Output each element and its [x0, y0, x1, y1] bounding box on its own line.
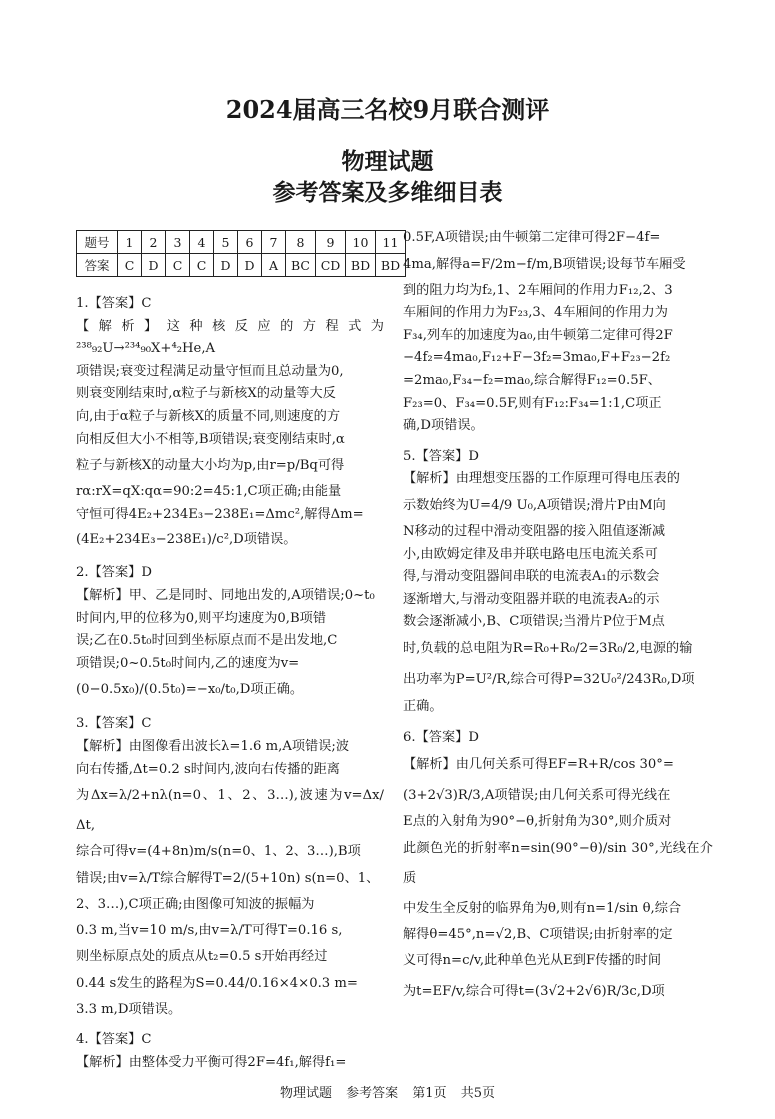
- text-line: 义可得n=c/v,此种单色光从E到F传播的时间: [403, 953, 662, 969]
- text-line: 正确。: [403, 698, 443, 714]
- text-line: 解得θ=45°,n=√2,B、C项错误;由折射率的定: [403, 926, 673, 942]
- text-line: 此颜色光的折射率n=sin(90°−θ)/sin 30°,光线在介质: [403, 840, 713, 886]
- table-cell: 1: [118, 231, 142, 254]
- text-line: 中发生全反射的临界角为θ,则有n=1/sin θ,综合: [403, 900, 682, 916]
- text-line: 【解析】由图像看出波长λ=1.6 m,A项错误;波: [76, 738, 350, 754]
- text-line: 错误;由v=λ/T综合解得T=2/(5+10n) s(n=0、1、: [76, 870, 380, 886]
- table-cell: D: [214, 254, 238, 277]
- text-line: 【解析】由整体受力平衡可得2F=4f₁,解得f₁=: [76, 1055, 347, 1071]
- answer-heading: 5.【答案】D: [403, 448, 479, 464]
- table-cell: A: [262, 254, 286, 277]
- table-cell: C: [166, 254, 190, 277]
- text-line: 综合可得v=(4+8n)m/s(n=0、1、2、3…),B项: [76, 844, 361, 860]
- text-line: 向相反但大小不相等,B项错误;衰变刚结束时,α: [76, 431, 345, 447]
- text-line: F₂₃=0、F₃₄=0.5F,则有F₁₂:F₃₄=1:1,C项正: [403, 395, 662, 411]
- table-cell: D: [238, 254, 262, 277]
- doc-subtitle: 参考答案及多维细目表: [272, 179, 503, 206]
- page-footer: [0, 1082, 775, 1101]
- text-line: −4f₂=4ma₀,F₁₂+F−3f₂=3ma₀,F+F₂₃−2f₂: [403, 350, 671, 366]
- table-row-answers: [77, 254, 406, 277]
- text-line: 到的阻力均为f₂,1、2车厢间的作用力F₁₂,2、3: [403, 282, 673, 298]
- table-cell: 8: [286, 231, 316, 254]
- answer-heading: 1.【答案】C: [76, 296, 152, 311]
- text-line: (4E₂+234E₃−238E₁)/c²,D项错误。: [76, 532, 297, 548]
- text-line: (0−0.5x₀)/(0.5t₀)=−x₀/t₀,D项正确。: [76, 682, 304, 698]
- text-line: 粒子与新核X的动量大小均为p,由r=p/Bq可得: [76, 458, 345, 474]
- text-line: 则坐标原点处的质点从t₂=0.5 s开始再经过: [76, 949, 328, 965]
- left-column: [76, 293, 384, 1075]
- table-cell: 5: [214, 231, 238, 254]
- text-line: 为t=EF/v,综合可得t=(3√2+2√6)R/3c,D项: [403, 984, 665, 1000]
- text-line: 示数始终为U=4/9 U₀,A项错误;滑片P由M向: [403, 497, 666, 513]
- text-line: 小,由欧姆定律及串并联电路电压电流关系可: [403, 546, 658, 562]
- text-line: 时,负载的总电阻为R=R₀+R₀/2=3R₀/2,电源的输: [403, 640, 693, 656]
- text-line: 向右传播,Δt=0.2 s时间内,波向右传播的距离: [76, 761, 340, 777]
- text-line: 0.44 s发生的路程为S=0.44/0.16×4×0.3 m=: [76, 975, 358, 991]
- text-line: F₃₄,列车的加速度为a₀,由牛顿第二定律可得2F: [403, 327, 673, 343]
- table-cell: 9: [316, 231, 346, 254]
- text-line: 出功率为P=U²/R,综合可得P=32U₀²/243R₀,D项: [403, 671, 695, 687]
- text-line: E点的入射角为90°−θ,折射角为30°,则介质对: [403, 814, 672, 830]
- text-line: 【解析】由几何关系可得EF=R+R/cos 30°=: [403, 757, 674, 773]
- text-line: (3+2√3)R/3,A项错误;由几何关系可得光线在: [403, 788, 671, 804]
- answer-heading: 4.【答案】C: [76, 1032, 152, 1048]
- text-line: 【解析】由理想变压器的工作原理可得电压表的: [403, 471, 680, 487]
- text-line: 数会逐渐减小,B、C项错误;当滑片P位于M点: [403, 614, 665, 630]
- footer-section: 参考答案: [346, 1086, 399, 1101]
- footer-total: 共5页: [460, 1086, 495, 1101]
- text-line: 则衰变刚结束时,α粒子与新核X的动量等大反: [76, 386, 336, 402]
- text-line: 向,由于α粒子与新核X的质量不同,则速度的方: [76, 408, 341, 424]
- table-cell: 7: [262, 231, 286, 254]
- footer-page: 第1页: [412, 1086, 447, 1101]
- text-line: 为Δx=λ/2+nλ(n=0、1、2、3…),波速为v=Δx/Δt,: [76, 788, 384, 834]
- text-line: 时间内,甲的位移为0,则平均速度为0,B项错: [76, 610, 327, 626]
- table-cell: C: [118, 254, 142, 277]
- text-line: 逐渐增大,与滑动变阻器并联的电流表A₂的示: [403, 591, 660, 607]
- table-cell: 2: [142, 231, 166, 254]
- page-title: 2024届高三名校9月联合测评: [225, 95, 550, 124]
- text-line: =2ma₀,F₃₄−f₂=ma₀,综合解得F₁₂=0.5F、: [403, 372, 661, 388]
- answer-heading: 3.【答案】C: [76, 716, 152, 732]
- table-cell: CD: [316, 254, 346, 277]
- table-cell: 4: [190, 231, 214, 254]
- table-cell: C: [190, 254, 214, 277]
- table-row-numbers: [77, 231, 406, 254]
- text-line: 得,与滑动变阻器间串联的电流表A₁的示数会: [403, 569, 660, 585]
- text-line: 车厢间的作用力为F₂₃,3、4车厢间的作用力为: [403, 305, 668, 321]
- table-cell: BC: [286, 254, 316, 277]
- answer-table: [76, 230, 406, 277]
- text-line: 2、3…),C项正确;由图像可知波的振幅为: [76, 896, 315, 912]
- text-line: 0.3 m,当v=10 m/s,由v=λ/T可得T=0.16 s,: [76, 923, 343, 939]
- footer-subject: 物理试题: [279, 1086, 332, 1101]
- text-line: 0.5F,A项错误;由牛顿第二定律可得2F−4f=: [403, 230, 661, 245]
- table-cell: 6: [238, 231, 262, 254]
- subject-title: 物理试题: [341, 148, 434, 175]
- text-line: N移动的过程中滑动变阻器的接入阻值逐渐减: [403, 523, 666, 539]
- text-line: 3.3 m,D项错误。: [76, 1001, 182, 1017]
- text-line: 4ma,解得a=F/2m−f/m,B项错误;设每节车厢受: [403, 256, 686, 272]
- text-line: 【解析】这种核反应的方程式为²³⁸₉₂U→²³⁴₉₀X+⁴₂He,A: [76, 318, 384, 357]
- answer-heading: 2.【答案】D: [76, 565, 152, 581]
- answer-heading: 6.【答案】D: [403, 729, 479, 745]
- table-cell: BD: [376, 254, 406, 277]
- text-line: 守恒可得4E₂+234E₃−238E₁=Δmc²,解得Δm=: [76, 506, 364, 522]
- text-line: rα:rX=qX:qα=90:2=45:1,C项正确;由能量: [76, 484, 342, 500]
- text-line: 误;乙在0.5t₀时回到坐标原点而不是出发地,C: [76, 633, 338, 649]
- table-cell: BD: [346, 254, 376, 277]
- row-label: 题号: [77, 231, 118, 254]
- row-label: 答案: [77, 254, 118, 277]
- right-column: [403, 227, 713, 1008]
- text-line: 项错误;衰变过程满足动量守恒而且总动量为0,: [76, 363, 344, 379]
- text-line: 项错误;0~0.5t₀时间内,乙的速度为v=: [76, 655, 300, 671]
- table-cell: 11: [376, 231, 406, 254]
- table-cell: 3: [166, 231, 190, 254]
- table-cell: 10: [346, 231, 376, 254]
- table-cell: D: [142, 254, 166, 277]
- text-line: 确,D项错误。: [403, 418, 484, 434]
- text-line: 【解析】甲、乙是同时、同地出发的,A项错误;0~t₀: [76, 587, 375, 603]
